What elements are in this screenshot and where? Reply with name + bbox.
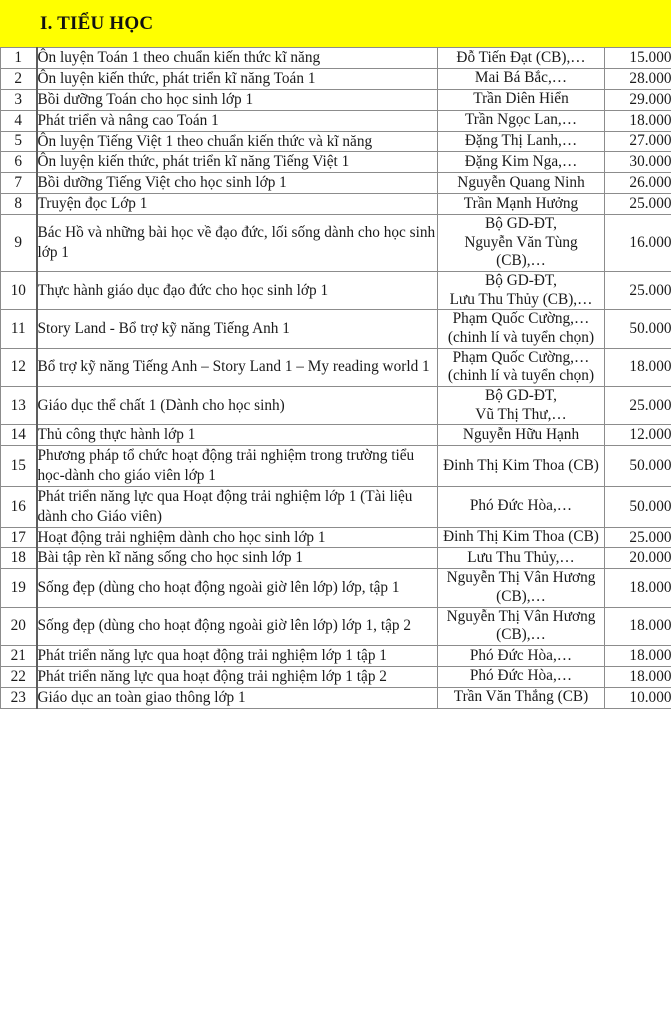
book-title-cell: Phát triển năng lực qua Hoạt động trải nghiệm lớp 1 (Tài liệu dành cho Giáo viên): [37, 486, 438, 527]
author-line: (chinh lí và tuyển chọn): [447, 367, 595, 385]
book-title-cell: Sống đẹp (dùng cho hoạt động ngoài giờ lên lớp) lớp, tập 1: [37, 569, 438, 607]
author-line: Phạm Quốc Cường,…: [452, 310, 590, 328]
price-cell: 30.000: [605, 152, 671, 173]
author-cell: [438, 152, 605, 173]
book-title-cell: Bài tập rèn kĩ năng sống cho học sinh lớp 1: [37, 548, 438, 569]
author-cell: [438, 666, 605, 687]
price-cell: 18.000: [605, 666, 671, 687]
price-cell: 18.000: [605, 110, 671, 131]
book-title-cell: Truyện đọc Lớp 1: [37, 194, 438, 215]
row-index-cell: 14: [1, 425, 37, 446]
author-cell: [438, 425, 605, 446]
table-row: [1, 110, 671, 131]
author-line: Trần Mạnh Hưởng: [463, 194, 579, 212]
price-cell: 25.000: [605, 527, 671, 548]
author-cell: [438, 68, 605, 89]
row-index-cell: 1: [1, 48, 37, 69]
book-title-cell: Phát triển năng lực qua hoạt động trải nghiệm lớp 1 tập 1: [37, 645, 438, 666]
table-row: [1, 687, 671, 708]
author-line: Đỗ Tiến Đạt (CB),…: [456, 48, 586, 66]
book-price-table: [0, 47, 671, 709]
table-row: [1, 68, 671, 89]
price-cell: 12.000: [605, 425, 671, 446]
book-title-cell: Sống đẹp (dùng cho hoạt động ngoài giờ lên lớp) lớp 1, tập 2: [37, 607, 438, 645]
price-cell: 50.000: [605, 486, 671, 527]
book-title-cell: Bồi dưỡng Tiếng Việt cho học sinh lớp 1: [37, 173, 438, 194]
author-cell: [438, 110, 605, 131]
author-line: Đinh Thị Kim Thoa (CB): [443, 528, 599, 546]
book-title-cell: Phát triển năng lực qua hoạt động trải nghiệm lớp 1 tập 2: [37, 666, 438, 687]
author-cell: [438, 348, 605, 386]
author-cell: [438, 569, 605, 607]
author-cell: [438, 486, 605, 527]
row-index-cell: 3: [1, 89, 37, 110]
author-line: Phó Đức Hòa,…: [469, 497, 573, 515]
section-heading-band: [0, 0, 671, 47]
author-cell: [438, 131, 605, 152]
book-title-cell: Hoạt động trải nghiệm dành cho học sinh lớp 1: [37, 527, 438, 548]
book-title-cell: Phương pháp tổ chức hoạt động trải nghiệm trong trường tiểu học-dành cho giáo viên lớp 1: [37, 446, 438, 487]
price-cell: 26.000: [605, 173, 671, 194]
author-line: Đinh Thị Kim Thoa (CB): [443, 456, 599, 474]
author-cell: [438, 215, 605, 272]
table-row: [1, 569, 671, 607]
row-index-cell: 4: [1, 110, 37, 131]
author-line: Bộ GD-ĐT,: [485, 386, 557, 404]
row-index-cell: 16: [1, 486, 37, 527]
author-line: (CB),…: [496, 252, 546, 270]
author-cell: [438, 548, 605, 569]
price-cell: 28.000: [605, 68, 671, 89]
price-cell: 50.000: [605, 310, 671, 348]
author-cell: [438, 386, 605, 424]
table-row: [1, 486, 671, 527]
price-cell: 25.000: [605, 386, 671, 424]
author-line: Vũ Thị Thư,…: [475, 405, 567, 423]
row-index-cell: 22: [1, 666, 37, 687]
table-row: [1, 548, 671, 569]
table-row: [1, 215, 671, 272]
table-row: [1, 310, 671, 348]
book-title-cell: Bác Hồ và những bài học về đạo đức, lối sống dành cho học sinh lớp 1: [37, 215, 438, 272]
book-title-cell: Ôn luyện kiến thức, phát triển kĩ năng Toán 1: [37, 68, 438, 89]
table-row: [1, 152, 671, 173]
row-index-cell: 9: [1, 215, 37, 272]
author-line: Nguyễn Hữu Hạnh: [462, 425, 580, 443]
author-line: Phạm Quốc Cường,…: [452, 348, 590, 366]
book-title-cell: Giáo dục thể chất 1 (Dành cho học sinh): [37, 386, 438, 424]
table-row: [1, 425, 671, 446]
row-index-cell: 18: [1, 548, 37, 569]
author-cell: [438, 194, 605, 215]
table-row: [1, 48, 671, 69]
price-cell: 18.000: [605, 569, 671, 607]
table-row: [1, 194, 671, 215]
book-title-cell: Thực hành giáo dục đạo đức cho học sinh lớp 1: [37, 271, 438, 309]
row-index-cell: 17: [1, 527, 37, 548]
book-title-cell: Story Land - Bổ trợ kỹ năng Tiếng Anh 1: [37, 310, 438, 348]
price-cell: 18.000: [605, 645, 671, 666]
author-cell: [438, 173, 605, 194]
author-line: Đặng Thị Lanh,…: [464, 132, 578, 150]
author-cell: [438, 687, 605, 708]
table-row: [1, 386, 671, 424]
row-index-cell: 21: [1, 645, 37, 666]
table-row: [1, 348, 671, 386]
row-index-cell: 12: [1, 348, 37, 386]
author-line: Trần Văn Thắng (CB): [453, 688, 589, 706]
section-heading-title: I. TIỂU HỌC: [40, 12, 154, 34]
author-line: (CB),…: [496, 588, 546, 605]
author-line: Bộ GD-ĐT,: [485, 215, 557, 232]
table-row: [1, 666, 671, 687]
book-title-cell: Thủ công thực hành lớp 1: [37, 425, 438, 446]
author-line: Bộ GD-ĐT,: [485, 271, 557, 289]
author-line: Đặng Kim Nga,…: [464, 152, 578, 170]
author-cell: [438, 607, 605, 645]
price-cell: 25.000: [605, 194, 671, 215]
row-index-cell: 23: [1, 687, 37, 708]
row-index-cell: 7: [1, 173, 37, 194]
row-index-cell: 13: [1, 386, 37, 424]
book-title-cell: Giáo dục an toàn giao thông lớp 1: [37, 687, 438, 708]
row-index-cell: 19: [1, 569, 37, 607]
author-cell: [438, 446, 605, 487]
book-title-cell: Ôn luyện Tiếng Việt 1 theo chuẩn kiến thức và kĩ năng: [37, 131, 438, 152]
row-index-cell: 10: [1, 271, 37, 309]
author-line: Nguyễn Thị Vân Hương: [446, 607, 596, 625]
row-index-cell: 20: [1, 607, 37, 645]
author-cell: [438, 527, 605, 548]
book-title-cell: Bổ trợ kỹ năng Tiếng Anh – Story Land 1 – My reading world 1: [37, 348, 438, 386]
table-row: [1, 131, 671, 152]
table-row: [1, 645, 671, 666]
author-cell: [438, 645, 605, 666]
author-line: Nguyễn Văn Tùng: [464, 233, 578, 251]
table-row: [1, 607, 671, 645]
author-line: Phó Đức Hòa,…: [469, 646, 573, 664]
table-row: [1, 446, 671, 487]
price-cell: 18.000: [605, 348, 671, 386]
author-line: Mai Bá Bắc,…: [474, 69, 568, 87]
row-index-cell: 15: [1, 446, 37, 487]
row-index-cell: 6: [1, 152, 37, 173]
author-line: Trần Diên Hiển: [473, 90, 569, 108]
table-row: [1, 271, 671, 309]
author-line: Lưu Thu Thủy (CB),…: [449, 290, 593, 308]
book-title-cell: Phát triển và nâng cao Toán 1: [37, 110, 438, 131]
author-line: Phó Đức Hòa,…: [469, 667, 573, 685]
price-cell: 27.000: [605, 131, 671, 152]
author-line: Lưu Thu Thủy,…: [467, 549, 575, 567]
table-row: [1, 173, 671, 194]
author-line: Trần Ngọc Lan,…: [464, 111, 578, 129]
price-cell: 29.000: [605, 89, 671, 110]
author-line: Nguyễn Thị Vân Hương: [446, 569, 596, 587]
author-line: Nguyễn Quang Ninh: [457, 173, 585, 191]
book-title-cell: Bồi dưỡng Toán cho học sinh lớp 1: [37, 89, 438, 110]
table-row: [1, 527, 671, 548]
row-index-cell: 11: [1, 310, 37, 348]
author-line: (chinh lí và tuyển chọn): [447, 328, 595, 346]
table-row: [1, 89, 671, 110]
row-index-cell: 5: [1, 131, 37, 152]
author-cell: [438, 89, 605, 110]
author-cell: [438, 48, 605, 69]
book-title-cell: Ôn luyện kiến thức, phát triển kĩ năng Tiếng Việt 1: [37, 152, 438, 173]
row-index-cell: 8: [1, 194, 37, 215]
price-cell: 50.000: [605, 446, 671, 487]
price-cell: 25.000: [605, 271, 671, 309]
author-cell: [438, 310, 605, 348]
price-cell: 20.000: [605, 548, 671, 569]
author-cell: [438, 271, 605, 309]
price-cell: 15.000: [605, 48, 671, 69]
price-cell: 16.000: [605, 215, 671, 272]
author-line: (CB),…: [496, 626, 546, 644]
price-cell: 10.000: [605, 687, 671, 708]
price-cell: 18.000: [605, 607, 671, 645]
book-title-cell: Ôn luyện Toán 1 theo chuẩn kiến thức kĩ năng: [37, 48, 438, 69]
table-body: [1, 48, 671, 709]
row-index-cell: 2: [1, 68, 37, 89]
